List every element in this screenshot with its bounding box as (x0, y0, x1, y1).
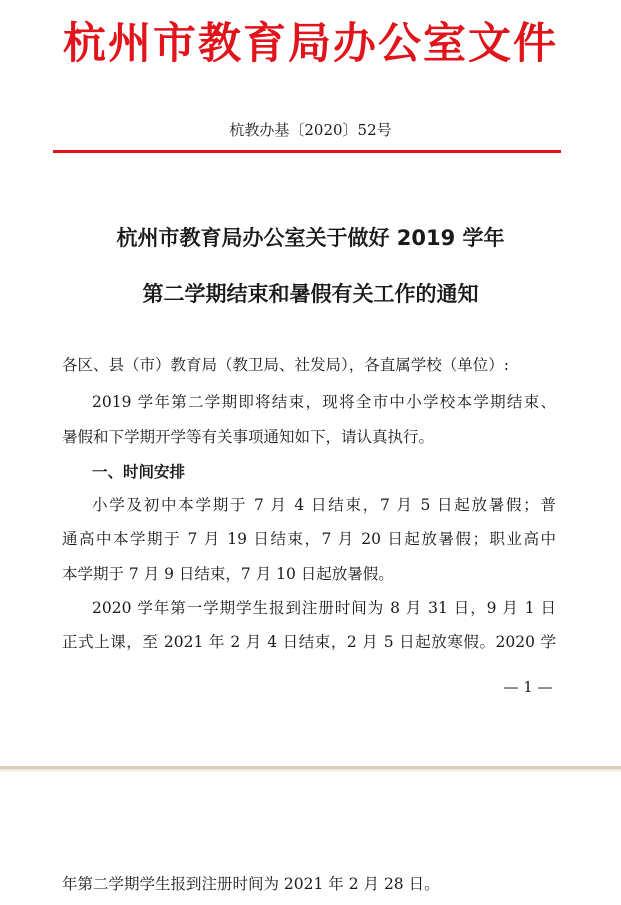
notice-title-line-2: 第二学期结束和暑假有关工作的通知 (142, 282, 479, 306)
document-number: 杭教办基〔2020〕52号 (229, 121, 392, 139)
paragraph-2-line-1: 2020 学年第一学期学生报到注册时间为 8 月 31 日，9 月 1 日 (92, 599, 556, 617)
intro-line-2: 暑假和下学期开学等有关事项通知如下，请认真执行。 (62, 428, 435, 446)
red-divider-line (53, 150, 561, 153)
section-heading-schedule: 一、时间安排 (92, 463, 186, 481)
salutation: 各区、县（市）教育局（教卫局、社发局），各直属学校（单位）: (62, 356, 509, 374)
page-number: — 1 — (503, 678, 553, 696)
next-page-line-1: 年第二学期学生报到注册时间为 2021 年 2 月 28 日。 (62, 875, 440, 893)
notice-title-line-1: 杭州市教育局办公室关于做好 2019 学年 (116, 226, 505, 250)
issuer-header-title: 杭州市教育局办公室文件 (63, 19, 558, 69)
page-break-shadow (0, 769, 621, 773)
paragraph-1-line-3: 本学期于 7 月 9 日结束，7 月 10 日起放暑假。 (62, 565, 394, 583)
paragraph-1-line-2: 通高中本学期于 7 月 19 日结束，7 月 20 日起放暑假；职业高中 (62, 530, 556, 548)
paragraph-2-line-2: 正式上课，至 2021 年 2 月 4 日结束，2 月 5 日起放寒假。2020 学 (62, 633, 556, 651)
paragraph-1-line-1: 小学及初中本学期于 7 月 4 日结束，7 月 5 日起放暑假；普 (92, 496, 556, 514)
intro-line-1: 2019 学年第二学期即将结束，现将全市中小学校本学期结束、 (92, 393, 556, 411)
